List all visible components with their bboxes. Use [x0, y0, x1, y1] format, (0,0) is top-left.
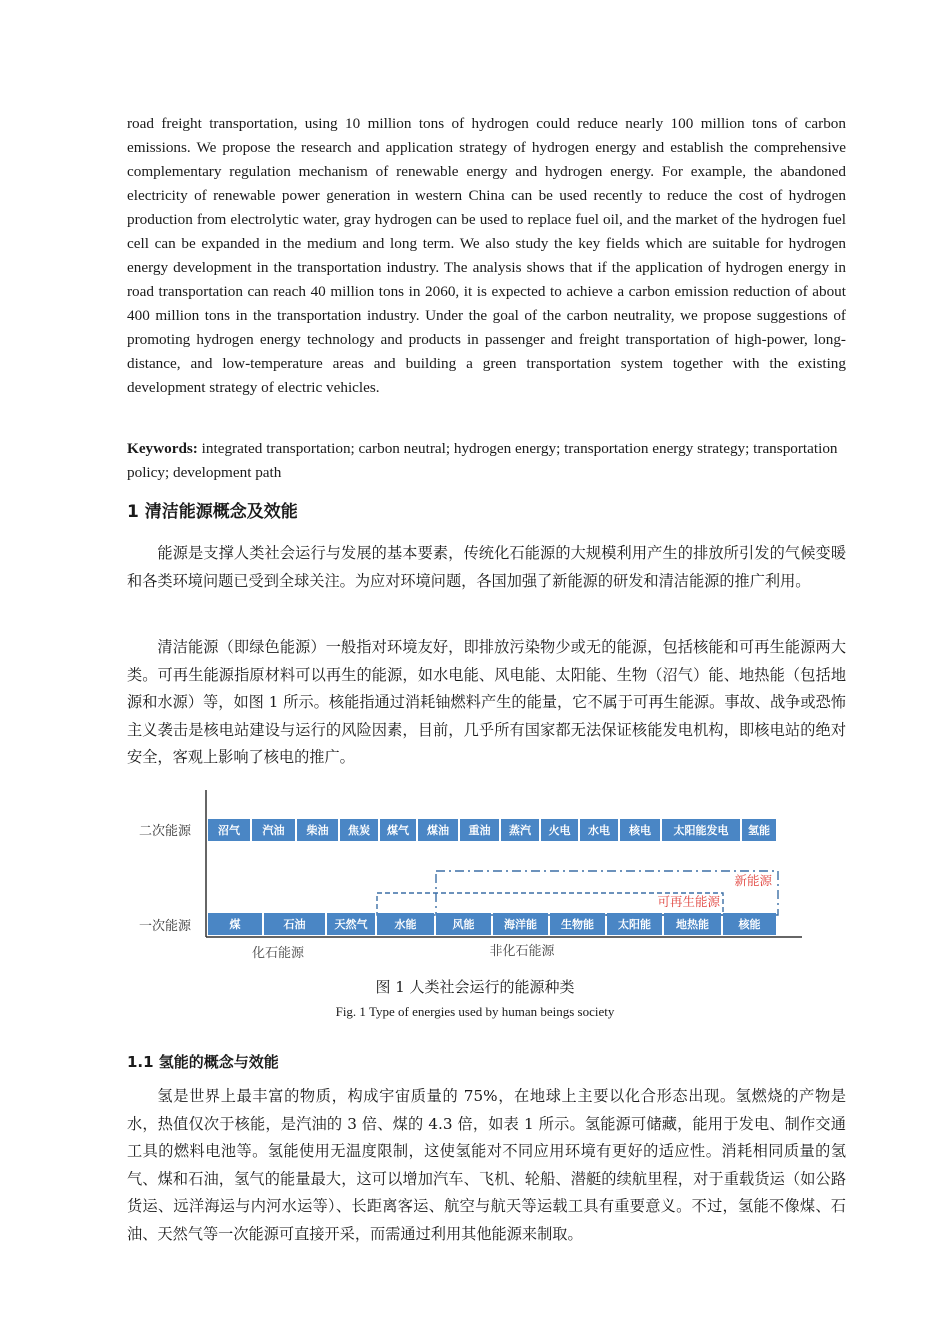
secondary-energy-cell-label: 柴油 [306, 824, 329, 837]
secondary-energy-cell-label: 煤油 [427, 824, 449, 837]
section-1-1-paragraph: 氢是世界上最丰富的物质，构成宇宙质量的 75%，在地球上主要以化合形态出现。氢燃烧的产物是水，热值仅次于核能，是汽油的 3 倍、煤的 4.3 倍，如表 1 所示。氢能源可储藏，能用于发电、制作交通工具的燃料电池等。氢能使用无温度限制，这使氢能对不同应用环境有更好的适应性。消耗相同质量的氢气、煤和石油，氢气的能量最大，这可以增加汽车、飞机、轮船、潜艇的续航里程，对于重载货运（如公路货运、远洋海运与内河水运等）、长距离客运、航空与航天等运载工具有重要意义。不过，氢能不像煤、石油、天然气等一次能源可直接开采，而需通过利用其他能源来制取。 [127, 1087, 846, 1243]
secondary-energy-cell-label: 焦炭 [348, 824, 370, 837]
primary-energy-cell-label: 生物能 [561, 918, 594, 931]
primary-energy-cell-label: 水能 [394, 918, 417, 931]
fossil-energy-label: 化石能源 [251, 946, 305, 961]
secondary-energy-label: 二次能源 [139, 824, 192, 839]
primary-energy-cell-label: 太阳能 [618, 918, 651, 931]
primary-energy-cell-label: 地热能 [676, 918, 709, 931]
keywords-label: Keywords: [127, 440, 198, 457]
primary-energy-cell-label: 海洋能 [504, 918, 537, 931]
keywords-text: integrated transportation; carbon neutral; hydrogen energy; transportation energy strategy; transportation policy; development path [127, 440, 838, 481]
secondary-energy-cell-label: 汽油 [262, 824, 285, 837]
secondary-energy-cell-label: 氢能 [748, 824, 770, 837]
keywords-line [127, 437, 846, 485]
primary-energy-cell-label: 煤 [229, 918, 241, 931]
non-fossil-energy-label: 非化石能源 [489, 944, 555, 959]
primary-energy-row [208, 913, 776, 935]
secondary-energy-row [208, 819, 776, 841]
section-1-1-heading: 1.1 氢能的概念与效能 [127, 1053, 279, 1071]
section-1-paragraph-1: 能源是支撑人类社会运行与发展的基本要素，传统化石能源的大规模利用产生的排放所引发的气候变暖和各类环境问题已受到全球关注。为应对环境问题，各国加强了新能源的研发和清洁能源的推广利用。 [127, 544, 846, 590]
new-energy-label: 新能源 [734, 873, 772, 888]
abstract-paragraph: road freight transportation, using 10 million tons of hydrogen could reduce nearly 100 million tons of carbon emissions. We propose the research and application strategy of hydrogen energy and establish the comprehensive complementary regulation mechanism of renewable energy and hydrogen energy. For example, the abandoned electricity of renewable power generation in western China can be used recently to reduce the cost of hydrogen production from electrolytic water, gray hydrogen can be used to replace fuel oil, and the market of the hydrogen fuel cell can be expanded in the medium and long term. We also study the key fields which are suitable for hydrogen energy development in the transportation industry. The analysis shows that if the application of hydrogen energy in road transportation can reach 40 million tons in 2060, it is expected to achieve a carbon emission reduction of about 400 million tons in the transportation industry. Under the goal of the carbon neutrality, we propose suggestions of promoting hydrogen energy technology and products in passenger and freight transportation of high-power, long-distance, and low-temperature areas and building a green transportation system together with the existing development strategy of electric vehicles. [127, 115, 846, 396]
secondary-energy-cell-label: 煤气 [387, 824, 409, 837]
secondary-energy-cell-label: 太阳能发电 [673, 824, 729, 837]
figure-1-energy-types [130, 782, 810, 967]
primary-energy-label: 一次能源 [139, 919, 192, 934]
secondary-energy-cell-label: 水电 [588, 824, 610, 837]
primary-energy-cell-label: 核能 [738, 918, 761, 931]
figure-1-caption-zh: 图 1 人类社会运行的能源种类 [375, 978, 575, 996]
renewable-energy-label: 可再生能源 [657, 894, 720, 909]
new-energy-dash-box [436, 871, 778, 915]
secondary-energy-cell-label: 火电 [548, 824, 571, 837]
secondary-energy-cell-label: 重油 [468, 824, 491, 837]
secondary-energy-cell-label: 沼气 [218, 824, 240, 837]
secondary-energy-cell-label: 蒸汽 [509, 824, 531, 837]
figure-1-caption-en: Fig. 1 Type of energies used by human beings society [335, 1004, 615, 1019]
primary-energy-cell-label: 风能 [452, 918, 475, 931]
primary-energy-cell-label: 石油 [283, 918, 306, 931]
primary-energy-cell-label: 天然气 [334, 918, 368, 931]
section-1-paragraph-2: 清洁能源（即绿色能源）一般指对环境友好，即排放污染物少或无的能源，包括核能和可再生能源两大类。可再生能源指原材料可以再生的能源，如水电能、风电能、太阳能、生物（沼气）能、地热能（包括地源和水源）等，如图 1 所示。核能指通过消耗铀燃料产生的能量，它不属于可再生能源。事故、战争或恐怖主义袭击是核电站建设与运行的风险因素，目前，几乎所有国家都无法保证核能发电机构，即核电站的绝对安全，客观上影响了核电的推广。 [127, 638, 846, 766]
secondary-energy-cell-label: 核电 [629, 824, 651, 837]
section-1-heading: 1 清洁能源概念及效能 [127, 502, 298, 522]
